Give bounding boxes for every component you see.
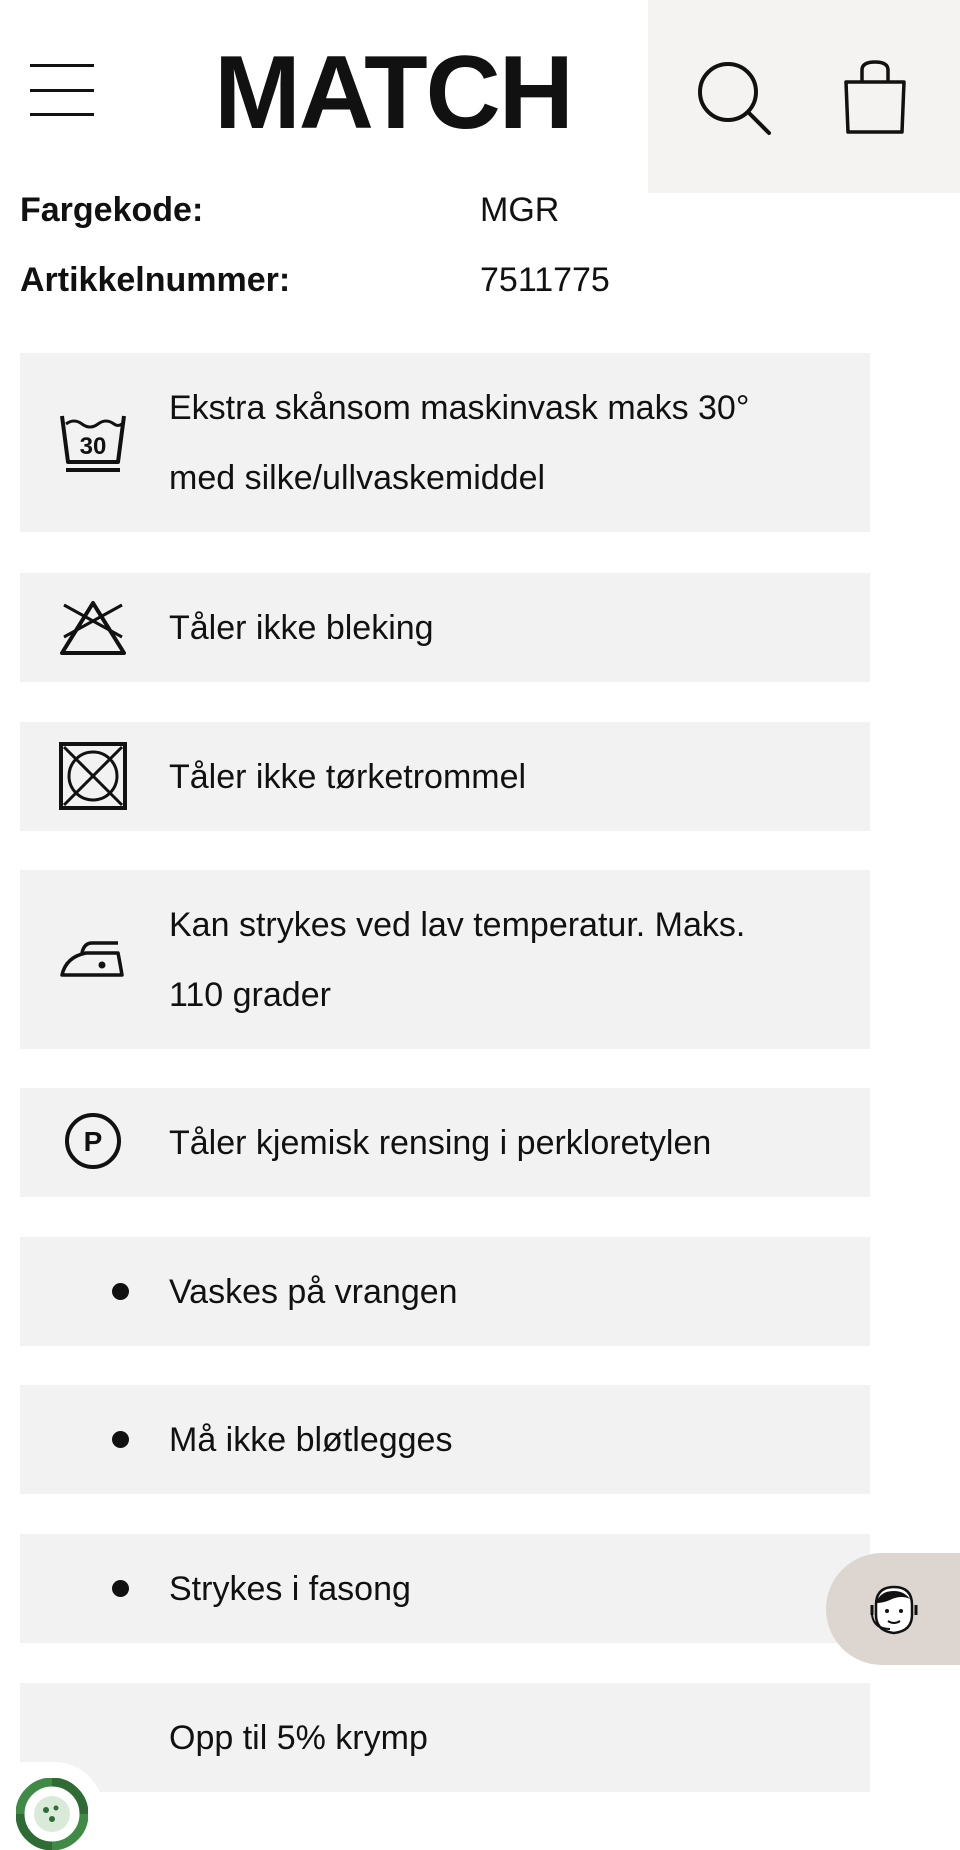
spec-value: 7511775 bbox=[480, 261, 610, 299]
care-item-inside-out bbox=[20, 1237, 870, 1346]
care-text: Vaskes på vrangen bbox=[169, 1273, 458, 1311]
wash-temp-label: 30 bbox=[79, 433, 107, 460]
spec-key: Fargekode: bbox=[20, 191, 204, 229]
customer-service-button[interactable] bbox=[826, 1553, 960, 1665]
care-item-dry-clean bbox=[20, 1088, 870, 1197]
care-text: Tåler ikke tørketrommel bbox=[169, 758, 527, 796]
bullet-icon bbox=[112, 1431, 129, 1448]
menu-button[interactable] bbox=[30, 64, 94, 116]
brand-logo-text: MATCH bbox=[214, 40, 572, 140]
spec-row-color-code bbox=[20, 186, 920, 256]
care-text: Tåler kjemisk rensing i perkloretylen bbox=[169, 1124, 712, 1162]
care-text: Må ikke bløtlegges bbox=[169, 1421, 453, 1459]
no-tumble-dry-icon bbox=[58, 741, 128, 811]
bullet-icon bbox=[112, 1283, 129, 1300]
menu-icon-bar bbox=[30, 113, 94, 116]
care-item-bleach bbox=[20, 573, 870, 682]
header-actions bbox=[648, 0, 960, 193]
recycle-badge-icon bbox=[16, 1778, 88, 1850]
care-text-line: med silke/ullvaskemiddel bbox=[169, 459, 546, 497]
care-text-line: Ekstra skånsom maskinvask maks 30° bbox=[169, 389, 750, 427]
spec-key: Artikkelnummer: bbox=[20, 261, 291, 299]
care-text-line: Kan strykes ved lav temperatur. Maks. bbox=[169, 906, 746, 944]
no-bleach-icon bbox=[58, 593, 128, 663]
care-item-iron-shape bbox=[20, 1534, 870, 1643]
care-item-shrink bbox=[20, 1683, 870, 1792]
menu-icon-bar bbox=[30, 64, 94, 67]
care-text bbox=[169, 890, 840, 1030]
brand-logo[interactable] bbox=[198, 40, 588, 140]
spec-row-article-number bbox=[20, 256, 920, 326]
care-text-line: 110 grader bbox=[169, 976, 331, 1014]
customer-service-icon bbox=[866, 1581, 922, 1639]
wash-30-icon bbox=[58, 408, 128, 478]
search-icon[interactable] bbox=[694, 60, 774, 140]
shopping-bag-icon[interactable] bbox=[838, 58, 912, 138]
care-text: Strykes i fasong bbox=[169, 1570, 411, 1608]
care-item-wash bbox=[20, 353, 870, 532]
menu-icon-bar bbox=[30, 89, 94, 92]
svg-text:P: P bbox=[83, 1126, 103, 1157]
site-header bbox=[0, 0, 648, 187]
care-text: Tåler ikke bleking bbox=[169, 609, 434, 647]
dry-clean-p-icon bbox=[58, 1106, 128, 1176]
iron-low-icon bbox=[58, 925, 128, 995]
care-text: Opp til 5% krymp bbox=[169, 1719, 428, 1757]
spec-value: MGR bbox=[480, 191, 560, 229]
product-specs bbox=[20, 186, 920, 326]
bullet-icon bbox=[112, 1580, 129, 1597]
care-text bbox=[169, 373, 840, 513]
care-item-no-soak bbox=[20, 1385, 870, 1494]
care-item-iron bbox=[20, 870, 870, 1049]
care-item-tumble-dry bbox=[20, 722, 870, 831]
